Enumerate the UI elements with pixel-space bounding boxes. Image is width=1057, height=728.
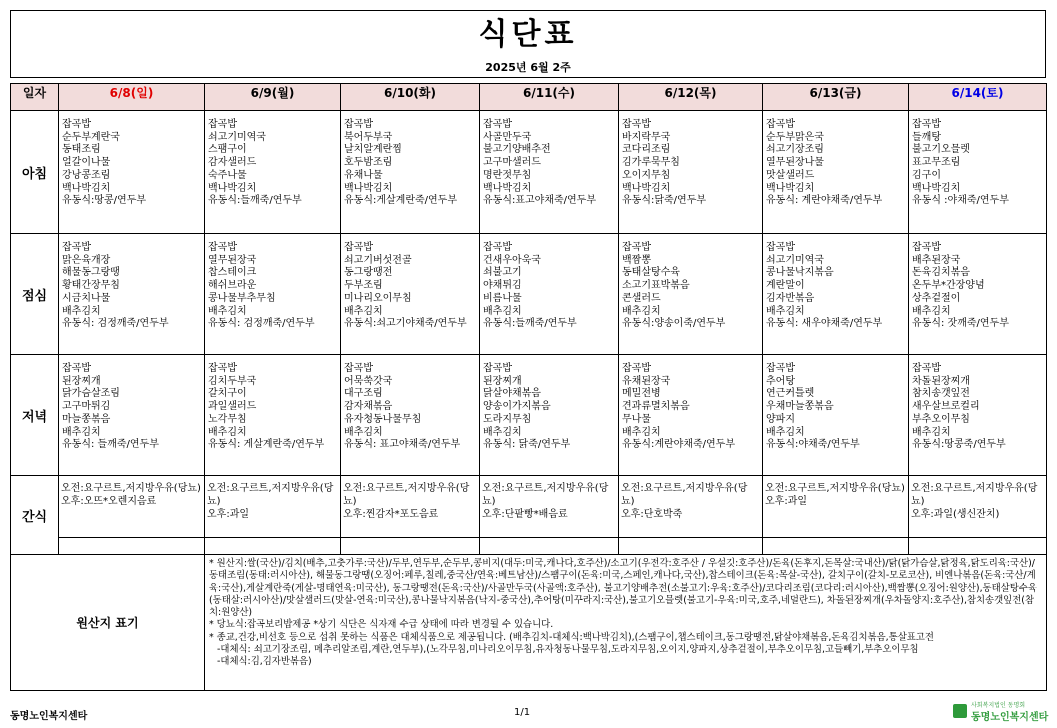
snack-item: 오전:요구르트,저지방우유(당뇨) bbox=[621, 483, 748, 507]
meal-label: 저녁 bbox=[11, 355, 59, 476]
day-header bbox=[480, 84, 619, 111]
menu-item: 견과류멸치볶음 bbox=[622, 401, 690, 413]
snack-cell bbox=[480, 476, 619, 538]
menu-item: 잡곡밥 bbox=[344, 242, 373, 253]
day-header bbox=[59, 84, 205, 111]
menu-header bbox=[10, 10, 1046, 78]
menu-item: 들깨탕 bbox=[912, 131, 941, 143]
menu-cell bbox=[205, 234, 341, 355]
menu-item: 잡곡밥 bbox=[622, 242, 651, 253]
menu-item: 얼갈이나물 bbox=[62, 157, 111, 169]
menu-item: 쇠고기미역국 bbox=[766, 254, 824, 266]
logo-small-text: 사회복지법인 동명회 bbox=[971, 702, 1026, 709]
menu-cell bbox=[341, 111, 480, 234]
snack-item: 오전:요구르트,저지방우유(당뇨) bbox=[765, 483, 905, 494]
menu-item: 어묵쑥갓국 bbox=[344, 375, 393, 387]
empty-cell bbox=[619, 538, 763, 555]
empty-cell bbox=[909, 538, 1047, 555]
menu-item: 유동식: 검정깨죽/연두부 bbox=[208, 318, 315, 330]
menu-item: 무나물 bbox=[622, 413, 651, 425]
snack-item: 오후:단호박죽 bbox=[621, 509, 683, 520]
menu-item: 유동식: 계란야채죽/연두부 bbox=[766, 195, 883, 207]
menu-cell bbox=[480, 234, 619, 355]
menu-item: 강낭콩조림 bbox=[62, 169, 111, 181]
menu-item: 비름나물 bbox=[483, 292, 522, 304]
menu-item: 마늘쫑볶음 bbox=[62, 413, 111, 425]
menu-cell bbox=[763, 234, 909, 355]
menu-item: 유동식:닭죽/연두부 bbox=[622, 195, 707, 207]
menu-item: 유동식:양송이죽/연두부 bbox=[622, 318, 726, 330]
menu-item: 배추된장국 bbox=[912, 254, 961, 266]
empty-cell bbox=[205, 538, 341, 555]
menu-item: 명란젓무침 bbox=[483, 169, 532, 181]
empty-cell bbox=[59, 538, 205, 555]
menu-cell bbox=[909, 355, 1047, 476]
menu-item: 배추김치 bbox=[483, 426, 522, 438]
menu-item: 유동식: 잣깨죽/연두부 bbox=[912, 318, 1009, 330]
menu-item: 잡곡밥 bbox=[208, 119, 237, 130]
menu-item: 유동식:계란야채죽/연두부 bbox=[622, 439, 735, 451]
menu-item: 대구조림 bbox=[344, 388, 383, 400]
day-date: 6/14(토) bbox=[951, 86, 1004, 100]
menu-item: 과일샐러드 bbox=[208, 401, 257, 413]
snack-item: 오전:요구르트,저지방우유(당뇨) bbox=[207, 483, 334, 507]
menu-item: 김치두부국 bbox=[208, 375, 257, 387]
menu-item: 동그랑땡전 bbox=[344, 267, 393, 279]
snack-item: 오전:요구르트,저지방우유(당뇨) bbox=[343, 483, 470, 507]
menu-item: 상추겉절이 bbox=[912, 292, 961, 304]
origin-label bbox=[11, 555, 205, 691]
menu-item: 찹스테이크 bbox=[208, 267, 257, 279]
menu-item: 배추김치 bbox=[208, 305, 247, 317]
menu-item: 백나박김치 bbox=[912, 182, 961, 194]
snack-item: 오전:요구르트,저지방우유(당뇨) bbox=[61, 483, 201, 494]
menu-item: 잡곡밥 bbox=[766, 363, 795, 374]
menu-item: 유동식: 표고야채죽/연두부 bbox=[344, 439, 461, 451]
menu-item: 순두부맑은국 bbox=[766, 131, 824, 143]
menu-item: 유동식: 새우야채죽/연두부 bbox=[766, 318, 883, 330]
menu-item: 참치송갯잎전 bbox=[912, 388, 970, 400]
menu-item: 잡곡밥 bbox=[62, 242, 91, 253]
origin-line: * 원산지:쌀(국산)/김치(배추,고춧가루:국산)/두부,연두부,순두부,콩비지(대두:미국,캐나다,호주산)/소고기(우전각:호주산 / 우설깃:호주산)/돈육(돈후지,돈목살:국내산)/닭(닭가슴살,닭정육,닭도리육:국산)/동태조림(동태:러시아산), 해물동그랑땡(오징어:페루,칠레,중국산/연육:베트남산)/스팸구이(돈육:미국,스페인,캐나다,국산),찹스테이크(돈육:목살-국산), 갈치구이(갈치-모로코산), 비엔나볶음(돈육:국산/계육:국산),게살계란죽(게살-명태연육:미국산), 동그랑땡전(돈육:국산)/사골만두국(사골액:호주산), 불고기양배추전(소불고기:우육:호주산)/코다리조림(코다리:러시아산),백짬뽕(오징어:원양산),동태살탕수육(동태살:러시아산)/맛살샐러드(맛살-연육:미국산),콩나물낙지볶음(낙지-중국산),추어탕(미꾸라지:국산),불고기오믈렛(불고기-우육:미국,호주,네덜란드), 차돌된장찌개(우차돌양지:호주산),참치송갯잎전(참치:원양산) bbox=[209, 558, 1037, 619]
menu-item: 잡곡밥 bbox=[912, 119, 941, 130]
snack-cell bbox=[59, 476, 205, 538]
menu-item: 노각무침 bbox=[208, 413, 247, 425]
menu-item: 유동식: 들깨죽/연두부 bbox=[62, 439, 159, 451]
menu-item: 메밀전병 bbox=[622, 388, 661, 400]
footer-org-name: 동명노인복지센타 bbox=[10, 711, 88, 722]
menu-item: 잡곡밥 bbox=[766, 242, 795, 253]
menu-item: 된장찌개 bbox=[62, 375, 101, 387]
menu-item: 배추김치 bbox=[344, 305, 383, 317]
menu-item: 잡곡밥 bbox=[344, 363, 373, 374]
menu-item: 차돌된장찌개 bbox=[912, 375, 970, 387]
day-header bbox=[205, 84, 341, 111]
menu-item: 연근커틀렛 bbox=[766, 388, 815, 400]
weekly-menu-table bbox=[10, 83, 1047, 691]
menu-cell bbox=[205, 111, 341, 234]
empty-cell bbox=[763, 538, 909, 555]
menu-item: 백짬뽕 bbox=[622, 254, 651, 266]
menu-item: 야채튀김 bbox=[483, 280, 522, 292]
menu-item: 돈육김치볶음 bbox=[912, 267, 970, 279]
snack-cell bbox=[205, 476, 341, 538]
menu-item: 추어탕 bbox=[766, 375, 795, 387]
menu-item: 배추김치 bbox=[622, 426, 661, 438]
snack-cell bbox=[909, 476, 1047, 538]
menu-item: 우채마늘쫑볶음 bbox=[766, 401, 834, 413]
menu-item: 배추김치 bbox=[483, 305, 522, 317]
day-date: 6/9(월) bbox=[250, 86, 295, 100]
menu-item: 쇠고기장조림 bbox=[766, 144, 824, 156]
menu-item: 계란말이 bbox=[766, 280, 805, 292]
menu-item: 고구마샐러드 bbox=[483, 157, 541, 169]
menu-item: 양송이가지볶음 bbox=[483, 401, 551, 413]
menu-cell bbox=[205, 355, 341, 476]
origin-notes bbox=[205, 555, 1047, 691]
menu-item: 온두부*간장양념 bbox=[912, 280, 985, 292]
menu-item: 유채된장국 bbox=[622, 375, 671, 387]
menu-item: 유동식:땅콩/연두부 bbox=[62, 195, 147, 207]
menu-item: 건새우아욱국 bbox=[483, 254, 541, 266]
menu-item: 고구마튀김 bbox=[62, 401, 111, 413]
menu-cell bbox=[619, 355, 763, 476]
menu-item: 배추김치 bbox=[912, 305, 951, 317]
menu-cell bbox=[59, 111, 205, 234]
menu-item: 유동식:게살계란죽/연두부 bbox=[344, 195, 457, 207]
menu-item: 잡곡밥 bbox=[912, 363, 941, 374]
menu-item: 유동식:야채죽/연두부 bbox=[766, 439, 860, 451]
menu-item: 유자청동나물무침 bbox=[344, 413, 422, 425]
menu-cell bbox=[763, 111, 909, 234]
menu-item: 닭가슴살조림 bbox=[62, 388, 120, 400]
menu-item: 유채나물 bbox=[344, 169, 383, 181]
day-header bbox=[619, 84, 763, 111]
menu-item: 동태살탕수육 bbox=[622, 267, 680, 279]
menu-item: 콩나물부추무침 bbox=[208, 292, 276, 304]
menu-cell bbox=[909, 234, 1047, 355]
menu-item: 배추김치 bbox=[62, 305, 101, 317]
menu-item: 동태조림 bbox=[62, 144, 101, 156]
day-header bbox=[909, 84, 1047, 111]
menu-item: 잡곡밥 bbox=[912, 242, 941, 253]
menu-cell bbox=[480, 111, 619, 234]
menu-item: 쇠고기버섯전골 bbox=[344, 254, 412, 266]
menu-item: 해쉬브라운 bbox=[208, 280, 257, 292]
menu-item: 미나리오이무침 bbox=[344, 292, 412, 304]
origin-line: * 종교,건강,비선호 등으로 섭취 못하는 식품은 대체식품으로 제공됩니다. (배추김치-대체식:백나박김치),(스팸구이,챕스테이크,동그랑땡전,닭살야채볶음,돈육김치볶음,통살표고전 bbox=[209, 631, 934, 643]
menu-item: 사골만두국 bbox=[483, 131, 532, 143]
origin-line: -대체식: 쇠고기장조림, 메추리알조림,계란,연두부),(노각무침,미나리오이무침,유자청동나물무침,도라지무침,오이지,양파지,상추겉절이,부추오이무침,고들빼기,부추오이무침 bbox=[217, 644, 919, 656]
menu-item: 백나박김치 bbox=[483, 182, 532, 194]
meal-row-breakfast bbox=[11, 111, 1047, 234]
menu-item: 바지락무국 bbox=[622, 131, 671, 143]
logo-name-text: 동명노인복지센타 bbox=[971, 712, 1049, 723]
day-header bbox=[341, 84, 480, 111]
menu-item: 잡곡밥 bbox=[208, 242, 237, 253]
menu-item: 백나박김치 bbox=[344, 182, 393, 194]
date-corner-label: 일자 bbox=[11, 84, 59, 111]
day-date: 6/13(금) bbox=[809, 86, 862, 100]
menu-item: 배추김치 bbox=[208, 426, 247, 438]
menu-item: 유동식:쇠고기야채죽/연두부 bbox=[344, 318, 467, 330]
org-logo bbox=[953, 700, 1049, 723]
menu-item: 배추김치 bbox=[912, 426, 951, 438]
page-number: 1/1 bbox=[514, 707, 531, 718]
menu-item: 부추오이무침 bbox=[912, 413, 970, 425]
menu-item: 불고기양배추전 bbox=[483, 144, 551, 156]
menu-cell bbox=[341, 355, 480, 476]
meal-label: 아침 bbox=[11, 111, 59, 234]
menu-item: 유동식:표고야채죽/연두부 bbox=[483, 195, 596, 207]
menu-item: 감자샐러드 bbox=[208, 157, 257, 169]
menu-item: 호두밤조림 bbox=[344, 157, 393, 169]
origin-line: -대체식:김,김자반볶음) bbox=[217, 656, 312, 668]
menu-item: 콘샐러드 bbox=[622, 292, 661, 304]
menu-item: 불고기오믈렛 bbox=[912, 144, 970, 156]
menu-item: 유동식:땅콩죽/연두부 bbox=[912, 439, 1006, 451]
menu-item: 유동식:들깨죽/연두부 bbox=[483, 318, 577, 330]
menu-item: 배추김치 bbox=[344, 426, 383, 438]
snack-cell bbox=[763, 476, 909, 538]
snack-item: 오후:과일 bbox=[207, 509, 250, 520]
snack-label: 간식 bbox=[11, 476, 59, 555]
menu-item: 새우살브로컬리 bbox=[912, 401, 980, 413]
menu-item: 쇠고기미역국 bbox=[208, 131, 266, 143]
page-title: 식단표 bbox=[478, 17, 578, 52]
menu-item: 맑은육개장 bbox=[62, 254, 111, 266]
menu-item: 열무된장나물 bbox=[766, 157, 824, 169]
menu-cell bbox=[619, 111, 763, 234]
menu-item: 잡곡밥 bbox=[483, 363, 512, 374]
menu-item: 소고기표박볶음 bbox=[622, 280, 690, 292]
menu-item: 김구이 bbox=[912, 169, 941, 181]
menu-item: 잡곡밥 bbox=[344, 119, 373, 130]
menu-item: 유동식: 검정깨죽/연두부 bbox=[62, 318, 169, 330]
menu-item: 양파지 bbox=[766, 413, 795, 425]
menu-item: 스팸구이 bbox=[208, 144, 247, 156]
menu-item: 잡곡밥 bbox=[766, 119, 795, 130]
menu-cell bbox=[59, 355, 205, 476]
menu-cell bbox=[619, 234, 763, 355]
menu-item: 잡곡밥 bbox=[622, 119, 651, 130]
day-date: 6/11(수) bbox=[523, 86, 575, 100]
menu-item: 백나박김치 bbox=[766, 182, 815, 194]
day-date: 6/12(목) bbox=[664, 86, 717, 100]
menu-item: 두부조림 bbox=[344, 280, 383, 292]
snack-row bbox=[11, 476, 1047, 538]
menu-item: 된장찌개 bbox=[483, 375, 522, 387]
snack-cell bbox=[619, 476, 763, 538]
meal-label: 점심 bbox=[11, 234, 59, 355]
menu-item: 도라지무침 bbox=[483, 413, 532, 425]
menu-item: 해물동그랑땡 bbox=[62, 267, 120, 279]
snack-item: 오전:요구르트,저지방우유(당뇨) bbox=[911, 483, 1038, 507]
menu-item: 콩나물낙지볶음 bbox=[766, 267, 834, 279]
menu-item: 날치알계란찜 bbox=[344, 144, 402, 156]
menu-item: 배추김치 bbox=[622, 305, 661, 317]
menu-item: 코다리조림 bbox=[622, 144, 671, 156]
snack-item: 오후:과일 bbox=[765, 496, 808, 507]
snack-item: 오후:과일(생신잔치) bbox=[911, 509, 1000, 520]
menu-item: 백나박김치 bbox=[622, 182, 671, 194]
week-subtitle: 2025년 6월 2주 bbox=[485, 61, 571, 74]
menu-item: 맛살샐러드 bbox=[766, 169, 815, 181]
origin-line: * 당뇨식:잡곡보리밥제공 *상기 식단은 식자재 수급 상태에 따라 변경될 수 있습니다. bbox=[209, 619, 554, 631]
menu-cell bbox=[909, 111, 1047, 234]
empty-cell bbox=[480, 538, 619, 555]
menu-item: 백나박김치 bbox=[62, 182, 111, 194]
origin-row bbox=[11, 555, 1047, 691]
menu-item: 시금치나물 bbox=[62, 292, 111, 304]
day-date: 6/10(화) bbox=[384, 86, 436, 100]
snack-cell bbox=[341, 476, 480, 538]
menu-item: 황태간장무침 bbox=[62, 280, 120, 292]
menu-item: 숙주나물 bbox=[208, 169, 247, 181]
menu-item: 유동식:들깨죽/연두부 bbox=[208, 195, 302, 207]
snack-item: 오후:찐감자*포도음료 bbox=[343, 509, 439, 520]
menu-item: 배추김치 bbox=[62, 426, 101, 438]
menu-item: 감자채볶음 bbox=[344, 401, 393, 413]
origin-label-text: 원산지 표기 bbox=[76, 616, 139, 630]
menu-item: 잡곡밥 bbox=[483, 119, 512, 130]
menu-item: 오이지무침 bbox=[622, 169, 671, 181]
menu-item: 배추김치 bbox=[766, 426, 805, 438]
menu-item: 열무된장국 bbox=[208, 254, 257, 266]
menu-item: 잡곡밥 bbox=[62, 363, 91, 374]
menu-item: 잡곡밥 bbox=[208, 363, 237, 374]
day-date: 6/8(일) bbox=[109, 86, 154, 100]
snack-spacer-row bbox=[11, 538, 1047, 555]
menu-item: 잡곡밥 bbox=[622, 363, 651, 374]
menu-cell bbox=[480, 355, 619, 476]
meal-row-lunch bbox=[11, 234, 1047, 355]
menu-item: 표고무조림 bbox=[912, 157, 961, 169]
logo-icon bbox=[953, 704, 967, 718]
empty-cell bbox=[341, 538, 480, 555]
menu-cell bbox=[341, 234, 480, 355]
menu-item: 잡곡밥 bbox=[483, 242, 512, 253]
menu-cell bbox=[59, 234, 205, 355]
date-header-row bbox=[11, 84, 1047, 111]
snack-item: 오후:단팥빵*배음료 bbox=[482, 509, 568, 520]
menu-item: 잡곡밥 bbox=[62, 119, 91, 130]
menu-item: 유동식 :야채죽/연두부 bbox=[912, 195, 1009, 207]
meal-row-dinner bbox=[11, 355, 1047, 476]
day-header bbox=[763, 84, 909, 111]
menu-item: 순두부계란국 bbox=[62, 131, 120, 143]
menu-item: 북어두부국 bbox=[344, 131, 393, 143]
snack-item: 오전:요구르트,저지방우유(당뇨) bbox=[482, 483, 609, 507]
menu-item: 배추김치 bbox=[766, 305, 805, 317]
menu-item: 쇠불고기 bbox=[483, 267, 522, 279]
menu-item: 유동식: 닭죽/연두부 bbox=[483, 439, 571, 451]
menu-item: 백나박김치 bbox=[208, 182, 257, 194]
menu-item: 닭살야채볶음 bbox=[483, 388, 541, 400]
menu-item: 김자반볶음 bbox=[766, 292, 815, 304]
menu-cell bbox=[763, 355, 909, 476]
menu-item: 유동식: 게살계란죽/연두부 bbox=[208, 439, 325, 451]
menu-item: 갈치구이 bbox=[208, 388, 247, 400]
snack-item: 오후:오뜨*오렌지음료 bbox=[61, 496, 157, 507]
menu-item: 김가루묵무침 bbox=[622, 157, 680, 169]
